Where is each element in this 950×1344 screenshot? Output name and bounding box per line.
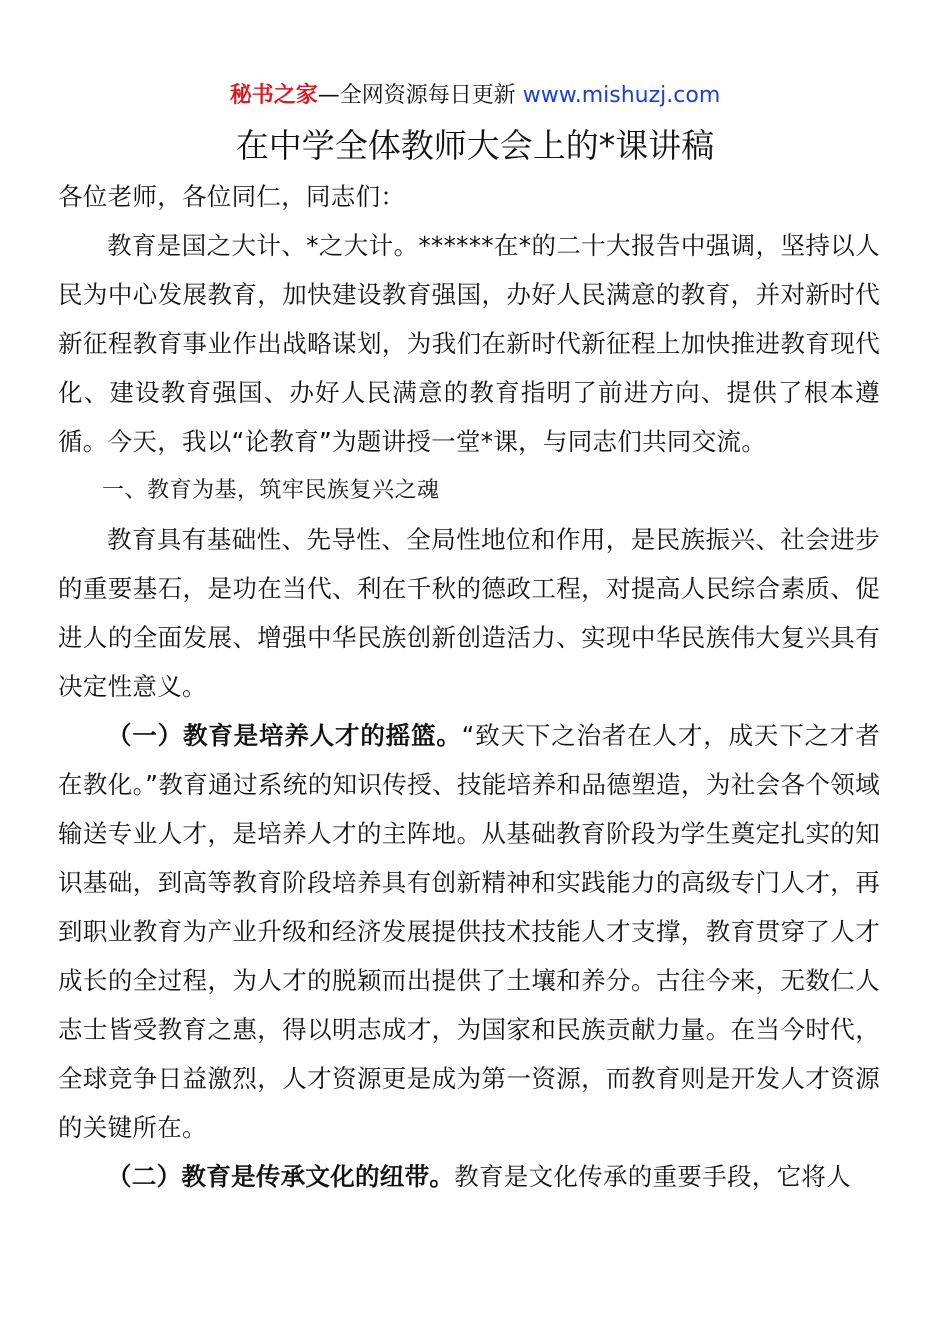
point-2-paragraph <box>58 1152 880 1201</box>
site-brand: 秘书之家 <box>229 83 318 108</box>
point-2-lead: （二）教育是传承文化的纽带。 <box>107 1162 455 1191</box>
point-1-lead: （一）教育是培养人才的摇篮。 <box>107 721 462 750</box>
site-header <box>0 80 950 112</box>
site-url-link[interactable]: www.mishuzj.com <box>522 83 721 108</box>
section-1-paragraph: 教育具有基础性、先导性、全局性地位和作用，是民族振兴、社会进步的重要基石，是功在当代、利在千秋的德政工程，对提高人民综合素质、促进人的全面发展、增强中华民族创新创造活力、实现中华民族伟大复兴具有决定性意义。 <box>58 525 880 701</box>
point-1-paragraph <box>58 711 880 1152</box>
section-1-heading: 一、教育为基，筑牢民族复兴之魂 <box>102 478 440 503</box>
document-body <box>58 172 880 1201</box>
point-2-body: 教育是文化传承的重要手段，它将人 <box>454 1162 852 1191</box>
point-1-body: “致天下之治者在人才，成天下之才者在教化。”教育通过系统的知识传授、技能培养和品德塑造，为社会各个领域输送专业人才，是培养人才的主阵地。从基础教育阶段为学生奠定扎实的知识基础，到高等教育阶段培养具有创新精神和实践能力的高级专门人才，再到职业教育为产业升级和经济发展提供技术技能人才支撑，教育贯穿了人才成长的全过程，为人才的脱颖而出提供了土壤和养分。古往今来，无数仁人志士皆受教育之惠，得以明志成才，为国家和民族贡献力量。在当今时代，全球竞争日益激烈，人才资源更是成为第一资源，而教育则是开发人才资源的关键所在。 <box>58 721 880 1142</box>
intro-paragraph: 教育是国之大计、*之大计。******在*的二十大报告中强调，坚持以人民为中心发展教育，加快建设教育强国，办好人民满意的教育，并对新时代新征程教育事业作出战略谋划，为我们在新时代新征程上加快推进教育现代化、建设教育强国、办好人民满意的教育指明了前进方向、提供了根本遵循。今天，我以“论教育”为题讲授一堂*课，与同志们共同交流。 <box>58 231 880 456</box>
greeting: 各位老师，各位同仁，同志们： <box>58 182 406 211</box>
page-title: 在中学全体教师大会上的*课讲稿 <box>235 126 715 165</box>
site-tagline: —全网资源每日更新 <box>317 83 516 108</box>
